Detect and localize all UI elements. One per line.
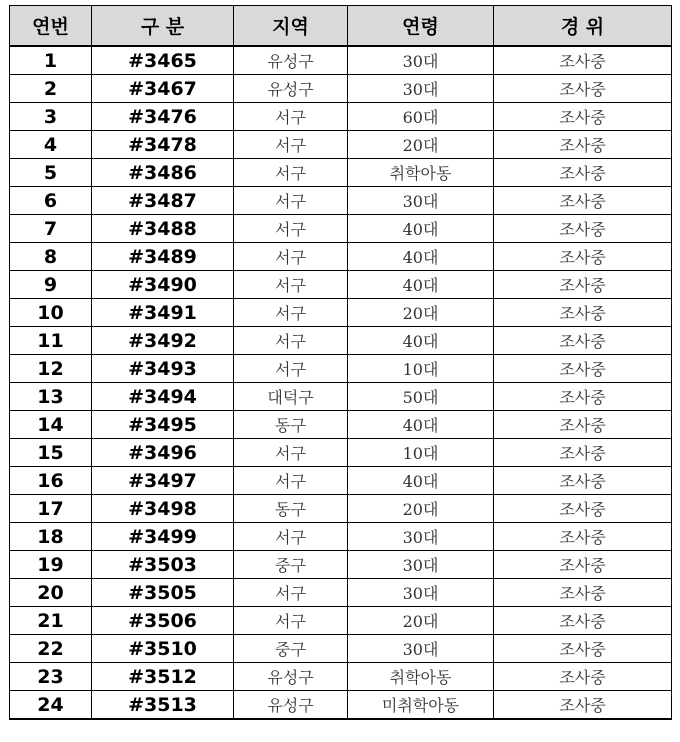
cell-serial-number: 16 — [10, 467, 92, 495]
cell-age: 30대 — [348, 187, 494, 215]
cell-case-id: #3491 — [92, 299, 234, 327]
cell-case-id: #3488 — [92, 215, 234, 243]
cell-route: 조사중 — [494, 551, 672, 579]
cell-route: 조사중 — [494, 243, 672, 271]
cell-age: 취학아동 — [348, 159, 494, 187]
cell-region: 유성구 — [234, 663, 348, 691]
cell-region: 서구 — [234, 131, 348, 159]
cell-case-id: #3495 — [92, 411, 234, 439]
cell-age: 40대 — [348, 215, 494, 243]
cell-region: 서구 — [234, 187, 348, 215]
cell-region: 서구 — [234, 327, 348, 355]
cell-age: 10대 — [348, 439, 494, 467]
cell-serial-number: 14 — [10, 411, 92, 439]
cell-case-id: #3492 — [92, 327, 234, 355]
header-region: 지역 — [234, 6, 348, 47]
cell-serial-number: 10 — [10, 299, 92, 327]
cell-serial-number: 13 — [10, 383, 92, 411]
cell-age: 50대 — [348, 383, 494, 411]
cell-region: 유성구 — [234, 75, 348, 103]
cell-route: 조사중 — [494, 411, 672, 439]
cell-serial-number: 19 — [10, 551, 92, 579]
table-row — [10, 131, 672, 159]
cell-region: 서구 — [234, 467, 348, 495]
cell-age: 취학아동 — [348, 663, 494, 691]
table-row — [10, 103, 672, 131]
table-row — [10, 467, 672, 495]
cell-region: 유성구 — [234, 691, 348, 720]
cell-case-id: #3513 — [92, 691, 234, 720]
cell-region: 서구 — [234, 523, 348, 551]
table-body — [10, 46, 672, 719]
cell-age: 30대 — [348, 523, 494, 551]
cell-case-id: #3494 — [92, 383, 234, 411]
cell-serial-number: 1 — [10, 46, 92, 75]
cell-route: 조사중 — [494, 299, 672, 327]
cell-age: 30대 — [348, 551, 494, 579]
cell-case-id: #3503 — [92, 551, 234, 579]
cell-case-id: #3490 — [92, 271, 234, 299]
cell-region: 중구 — [234, 551, 348, 579]
cell-case-id: #3489 — [92, 243, 234, 271]
table-row — [10, 579, 672, 607]
cell-route: 조사중 — [494, 327, 672, 355]
cell-case-id: #3497 — [92, 467, 234, 495]
cell-age: 20대 — [348, 607, 494, 635]
table-row — [10, 607, 672, 635]
cell-serial-number: 21 — [10, 607, 92, 635]
cell-case-id: #3505 — [92, 579, 234, 607]
cell-serial-number: 15 — [10, 439, 92, 467]
cell-serial-number: 18 — [10, 523, 92, 551]
table-row — [10, 495, 672, 523]
cell-serial-number: 6 — [10, 187, 92, 215]
table-row — [10, 159, 672, 187]
cell-age: 미취학아동 — [348, 691, 494, 720]
cell-route: 조사중 — [494, 467, 672, 495]
cell-age: 60대 — [348, 103, 494, 131]
header-age: 연령 — [348, 6, 494, 47]
table-row — [10, 271, 672, 299]
cell-region: 중구 — [234, 635, 348, 663]
cell-serial-number: 8 — [10, 243, 92, 271]
cell-route: 조사중 — [494, 607, 672, 635]
cell-region: 서구 — [234, 579, 348, 607]
cell-serial-number: 3 — [10, 103, 92, 131]
table-row — [10, 523, 672, 551]
header-case-id: 구 분 — [92, 6, 234, 47]
table-row — [10, 243, 672, 271]
cell-age: 40대 — [348, 411, 494, 439]
table-row — [10, 663, 672, 691]
table-header — [10, 6, 672, 47]
cell-region: 서구 — [234, 159, 348, 187]
cell-region: 동구 — [234, 411, 348, 439]
cell-region: 서구 — [234, 271, 348, 299]
cell-route: 조사중 — [494, 635, 672, 663]
cell-route: 조사중 — [494, 131, 672, 159]
table-row — [10, 355, 672, 383]
header-serial-number: 연번 — [10, 6, 92, 47]
cell-age: 40대 — [348, 467, 494, 495]
table-row — [10, 439, 672, 467]
cell-route: 조사중 — [494, 355, 672, 383]
cell-serial-number: 7 — [10, 215, 92, 243]
cell-region: 서구 — [234, 103, 348, 131]
cell-region: 서구 — [234, 439, 348, 467]
cell-region: 서구 — [234, 215, 348, 243]
cell-case-id: #3493 — [92, 355, 234, 383]
cell-age: 20대 — [348, 299, 494, 327]
table-row — [10, 187, 672, 215]
cell-route: 조사중 — [494, 187, 672, 215]
cell-route: 조사중 — [494, 159, 672, 187]
cell-case-id: #3498 — [92, 495, 234, 523]
cell-route: 조사중 — [494, 75, 672, 103]
cell-age: 30대 — [348, 635, 494, 663]
table-row — [10, 635, 672, 663]
cell-case-id: #3478 — [92, 131, 234, 159]
cell-case-id: #3512 — [92, 663, 234, 691]
table-row — [10, 383, 672, 411]
cell-region: 서구 — [234, 299, 348, 327]
cell-region: 서구 — [234, 607, 348, 635]
cell-route: 조사중 — [494, 46, 672, 75]
cell-serial-number: 11 — [10, 327, 92, 355]
cell-route: 조사중 — [494, 523, 672, 551]
table-row — [10, 411, 672, 439]
cell-route: 조사중 — [494, 271, 672, 299]
table-row — [10, 327, 672, 355]
cell-route: 조사중 — [494, 495, 672, 523]
cell-serial-number: 17 — [10, 495, 92, 523]
cell-route: 조사중 — [494, 215, 672, 243]
cell-case-id: #3499 — [92, 523, 234, 551]
cell-age: 30대 — [348, 579, 494, 607]
cell-case-id: #3476 — [92, 103, 234, 131]
cell-case-id: #3465 — [92, 46, 234, 75]
case-table — [9, 5, 672, 720]
cell-case-id: #3486 — [92, 159, 234, 187]
cell-case-id: #3487 — [92, 187, 234, 215]
cell-route: 조사중 — [494, 579, 672, 607]
cell-route: 조사중 — [494, 383, 672, 411]
cell-age: 30대 — [348, 75, 494, 103]
cell-age: 20대 — [348, 495, 494, 523]
cell-age: 20대 — [348, 131, 494, 159]
cell-age: 40대 — [348, 327, 494, 355]
table-row — [10, 551, 672, 579]
cell-serial-number: 2 — [10, 75, 92, 103]
table-row — [10, 215, 672, 243]
cell-serial-number: 24 — [10, 691, 92, 720]
cell-serial-number: 12 — [10, 355, 92, 383]
cell-case-id: #3496 — [92, 439, 234, 467]
cell-region: 동구 — [234, 495, 348, 523]
header-route: 경 위 — [494, 6, 672, 47]
cell-region: 유성구 — [234, 46, 348, 75]
cell-age: 40대 — [348, 271, 494, 299]
cell-serial-number: 20 — [10, 579, 92, 607]
cell-case-id: #3506 — [92, 607, 234, 635]
cell-serial-number: 4 — [10, 131, 92, 159]
header-row — [10, 6, 672, 47]
cell-case-id: #3467 — [92, 75, 234, 103]
cell-serial-number: 5 — [10, 159, 92, 187]
cell-serial-number: 22 — [10, 635, 92, 663]
cell-age: 10대 — [348, 355, 494, 383]
cell-age: 30대 — [348, 46, 494, 75]
cell-region: 서구 — [234, 355, 348, 383]
cell-route: 조사중 — [494, 663, 672, 691]
cell-route: 조사중 — [494, 439, 672, 467]
cell-route: 조사중 — [494, 103, 672, 131]
cell-case-id: #3510 — [92, 635, 234, 663]
cell-serial-number: 23 — [10, 663, 92, 691]
table-row — [10, 691, 672, 720]
cell-age: 40대 — [348, 243, 494, 271]
cell-serial-number: 9 — [10, 271, 92, 299]
cell-route: 조사중 — [494, 691, 672, 720]
table-row — [10, 46, 672, 75]
cell-region: 서구 — [234, 243, 348, 271]
table-row — [10, 299, 672, 327]
cell-region: 대덕구 — [234, 383, 348, 411]
table-row — [10, 75, 672, 103]
